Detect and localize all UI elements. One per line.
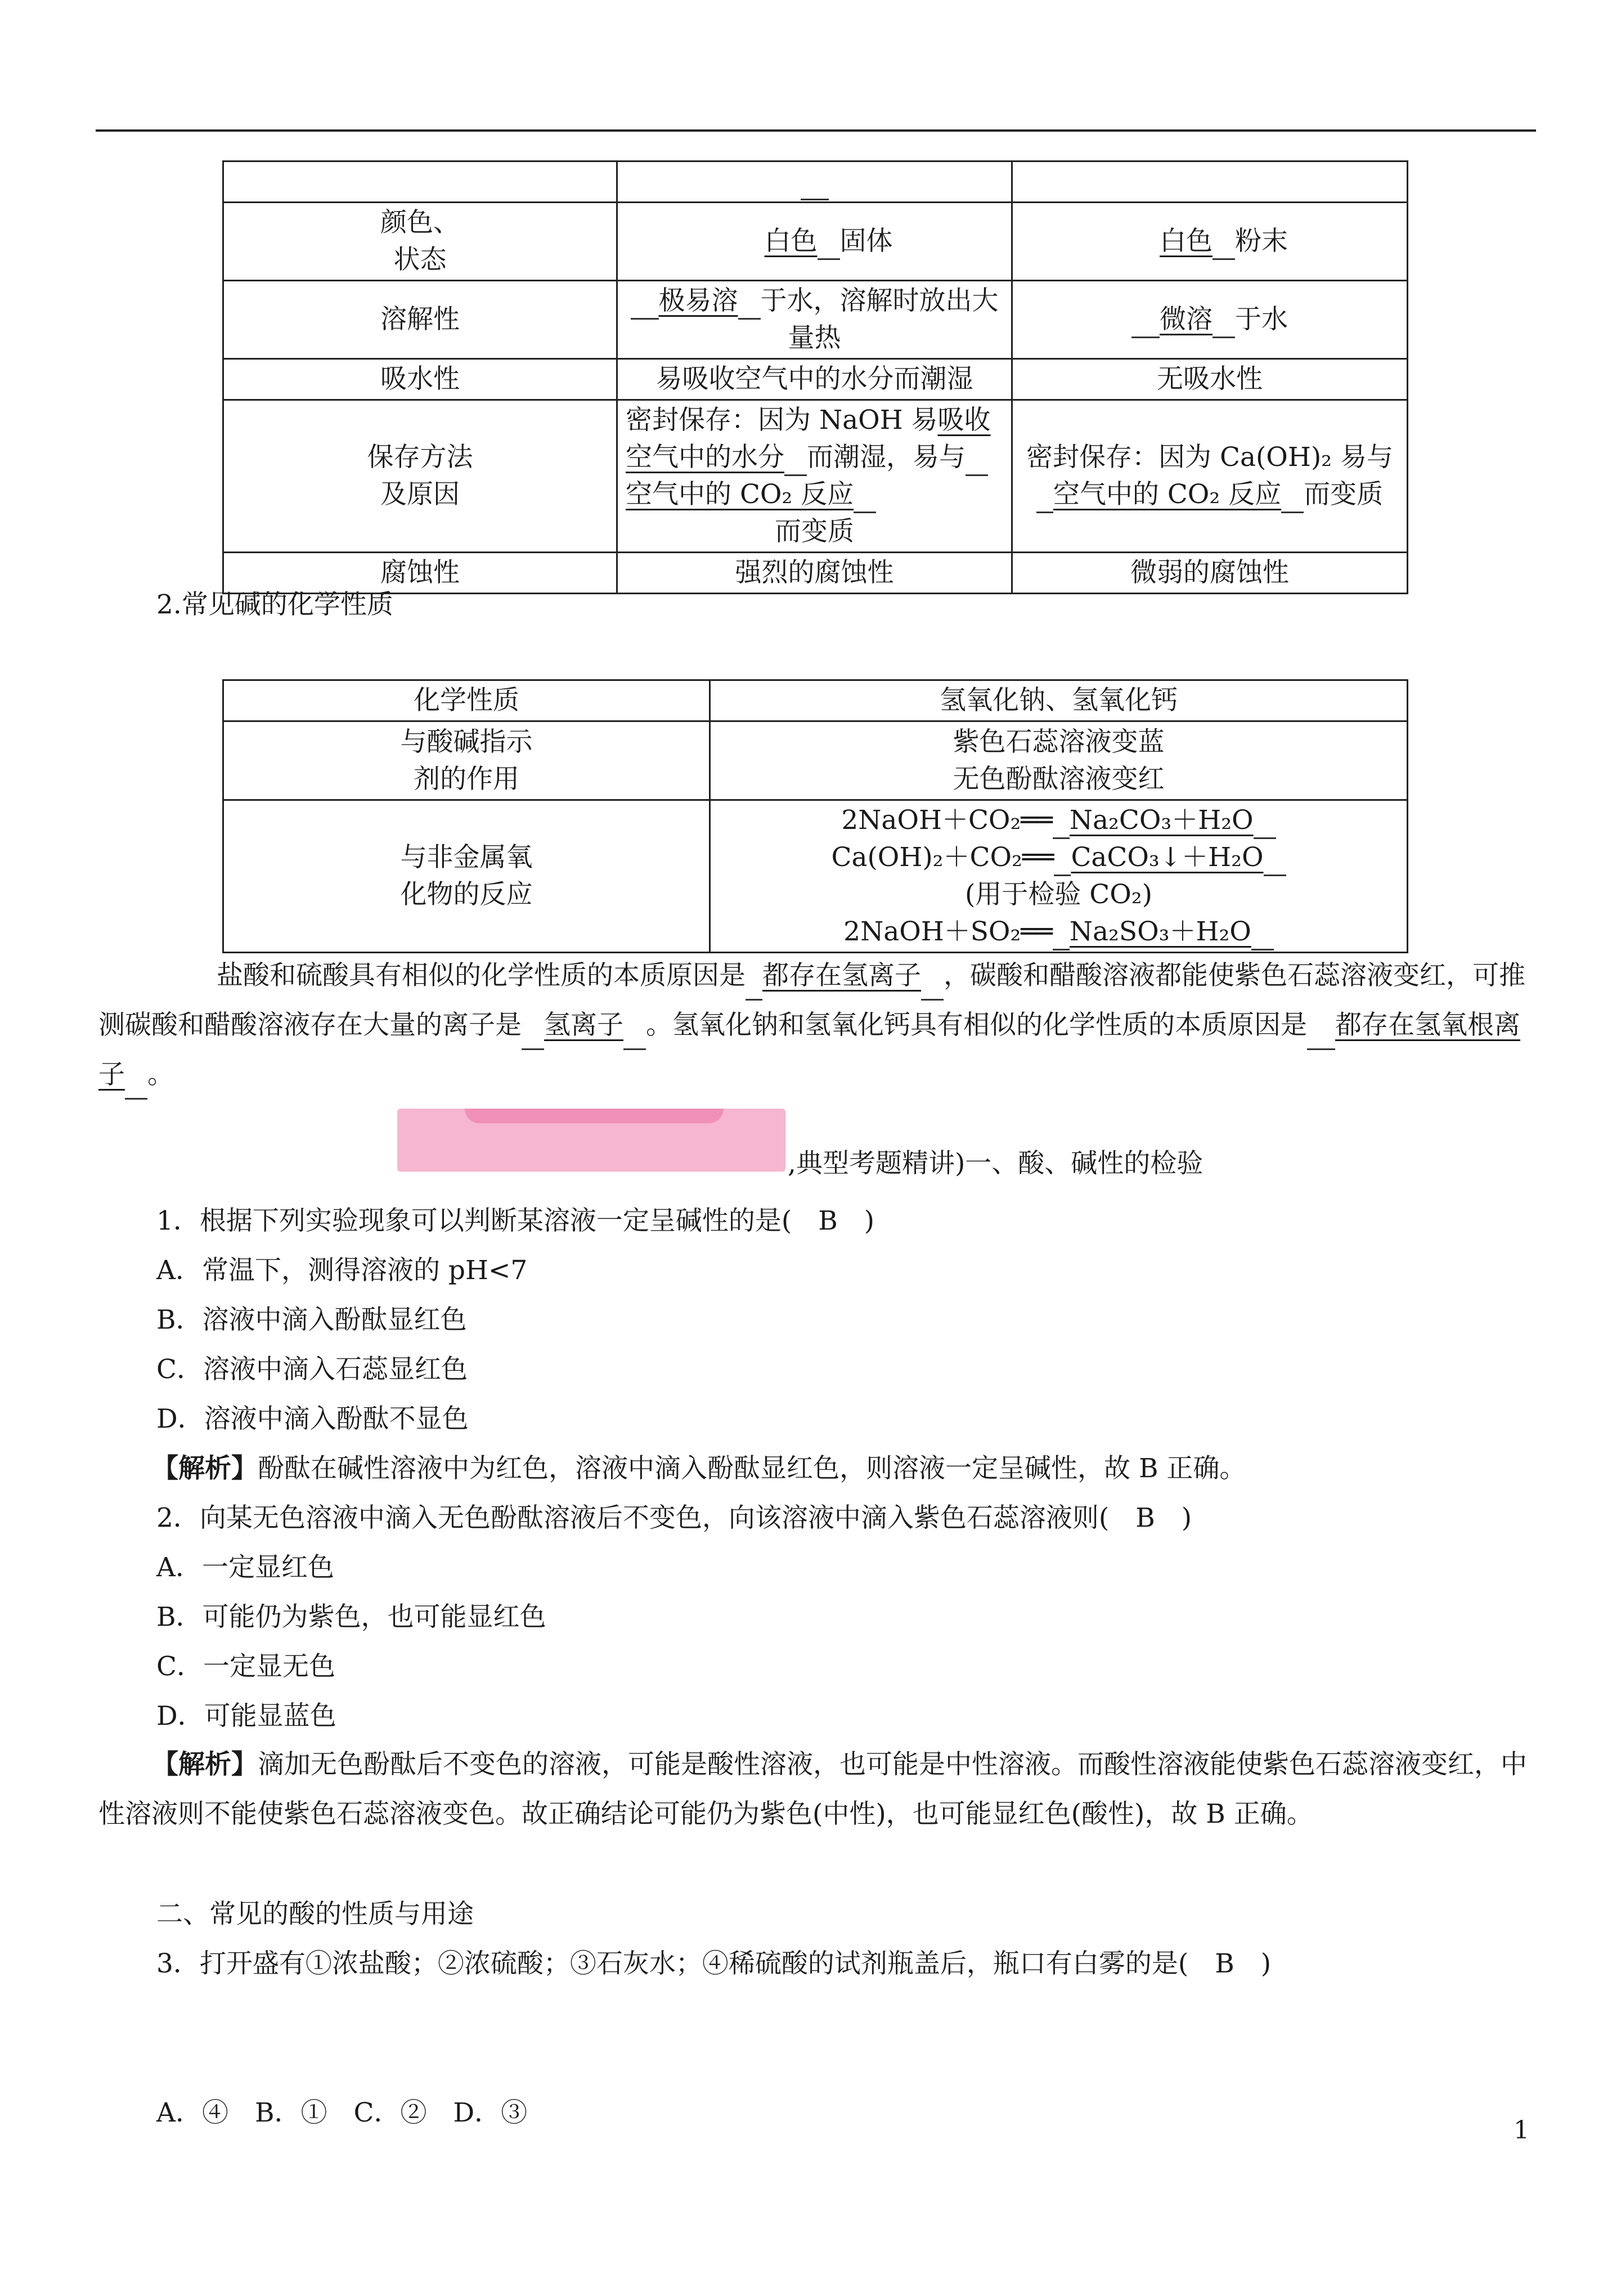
table-cell: 2NaOH＋CO₂══ Na₂CO₃＋H₂O Ca(OH)₂＋CO₂══ CaCO₃↓＋H₂O (用于检验 CO₂) 2NaOH＋SO₂══ Na₂SO₃＋H₂O bbox=[710, 800, 1408, 953]
table-cell: 极易溶 于水，溶解时放出大量热 bbox=[617, 281, 1012, 359]
table-cell: 紫色石蕊溶液变蓝 无色酚酞溶液变红 bbox=[710, 721, 1408, 800]
banner-title: ,典型考题精讲)一、酸、碱性的检验 bbox=[788, 1148, 1204, 1179]
answer-fill: 吸收空气中的水分 bbox=[626, 405, 991, 473]
answer-fill: Na₂SO₃＋H₂O bbox=[1069, 916, 1251, 947]
answer-fill: 白色 bbox=[1160, 226, 1213, 257]
table-cell: 白色 固体 bbox=[617, 203, 1012, 281]
option-d: D．可能显蓝色 bbox=[156, 1701, 336, 1732]
page-number: 1 bbox=[1514, 2116, 1529, 2145]
table-cell: 微溶 于水 bbox=[1012, 281, 1408, 359]
row-label: 颜色、 状态 bbox=[223, 203, 617, 281]
option-a: A．一定显红色 bbox=[156, 1552, 334, 1583]
options-row: A．④ B．① C．② D．③ bbox=[156, 2097, 528, 2128]
table-cell: 易吸收空气中的水分而潮湿 bbox=[617, 359, 1012, 400]
table-row bbox=[223, 281, 1408, 359]
answer-fill: 空气中的 CO₂ 反应 bbox=[626, 479, 854, 510]
table-cell: 白色 粉末 bbox=[1012, 203, 1408, 281]
section-heading: 2.常见碱的化学性质 bbox=[156, 589, 393, 620]
table-header: 氢氧化钠、氢氧化钙 bbox=[710, 680, 1408, 721]
table-row bbox=[223, 680, 1408, 721]
answer-fill: 都存在氢氧根离子 bbox=[98, 1010, 1520, 1090]
option-d: D．溶液中滴入酚酞不显色 bbox=[156, 1403, 469, 1434]
row-label: 溶解性 bbox=[223, 281, 617, 359]
table-row bbox=[223, 721, 1408, 800]
table-row bbox=[223, 359, 1408, 400]
analysis: 【解析】滴加无色酚酞后不变色的溶液，可能是酸性溶液，也可能是中性溶液。而酸性溶液能使紫色石蕊溶液变红，中性溶液则不能使紫色石蕊溶液变色。故正确结论可能仍为紫色(中性)，也可能显红色(酸性)，故 B 正确。 bbox=[98, 1749, 1527, 1829]
table-cell bbox=[223, 162, 617, 203]
row-label: 与酸碱指示 剂的作用 bbox=[223, 721, 710, 800]
answer-fill: 白色 bbox=[764, 226, 818, 257]
table-cell: 微弱的腐蚀性 bbox=[1012, 553, 1408, 594]
chemical-properties-table bbox=[222, 679, 1408, 953]
table-header: 化学性质 bbox=[223, 680, 710, 721]
table-cell: 强烈的腐蚀性 bbox=[617, 553, 1012, 594]
table-cell: 密封保存：因为 Ca(OH)₂ 易与空气中的 CO₂ 反应 而变质 bbox=[1012, 400, 1408, 553]
row-label: 腐蚀性 bbox=[223, 553, 617, 594]
table-cell bbox=[1012, 162, 1408, 203]
section-banner bbox=[397, 1109, 785, 1172]
answer-fill: 都存在氢离子 bbox=[762, 960, 921, 991]
section-heading: 二、常见的酸的性质与用途 bbox=[156, 1899, 474, 1930]
table-row bbox=[223, 203, 1408, 281]
answer-fill: CaCO₃↓＋H₂O bbox=[1071, 842, 1264, 873]
option-b: B．可能仍为紫色，也可能显红色 bbox=[156, 1602, 546, 1633]
table-row bbox=[223, 162, 1408, 203]
analysis: 【解析】酚酞在碱性溶液中为红色，溶液中滴入酚酞显红色，则溶液一定呈碱性，故 B 正确。 bbox=[152, 1453, 1246, 1484]
answer-fill: 极易溶 bbox=[658, 285, 738, 316]
table-row bbox=[223, 400, 1408, 553]
answer-fill: 微溶 bbox=[1160, 304, 1213, 335]
summary-paragraph: 盐酸和硫酸具有相似的化学性质的本质原因是 都存在氢离子 ，碳酸和醋酸溶液都能使紫色石蕊溶液变红，可推测碳酸和醋酸溶液存在大量的离子是 氢离子 。氢氧化钠和氢氧化钙具有相似的化学性质的本质原因是 都存在氢氧根离子 。 bbox=[98, 951, 1528, 1100]
option-c: C．溶液中滴入石蕊显红色 bbox=[156, 1354, 468, 1385]
table-cell: 密封保存：因为 NaOH 易吸收空气中的水分 而潮湿，易与空气中的 CO₂ 反应 而变质 bbox=[617, 400, 1012, 553]
table-row bbox=[223, 800, 1408, 953]
table-cell: 无吸水性 bbox=[1012, 359, 1408, 400]
answer-fill: Na₂CO₃＋H₂O bbox=[1069, 805, 1254, 836]
header-rule bbox=[96, 129, 1536, 132]
table-row bbox=[223, 553, 1408, 594]
option-c: C．一定显无色 bbox=[156, 1651, 335, 1682]
option-b: B．溶液中滴入酚酞显红色 bbox=[156, 1304, 467, 1335]
row-label: 与非金属氧 化物的反应 bbox=[223, 800, 710, 953]
table-cell bbox=[617, 162, 1012, 203]
answer-fill: 氢离子 bbox=[544, 1010, 623, 1041]
option-a: A．常温下，测得溶液的 pH<7 bbox=[156, 1255, 528, 1286]
question-1-stem: 1．根据下列实验现象可以判断某溶液一定呈碱性的是( B ) bbox=[156, 1205, 875, 1236]
question-3-stem: 3．打开盛有①浓盐酸；②浓硫酸；③石灰水；④稀硫酸的试剂瓶盖后，瓶口有白雾的是( B ) bbox=[156, 1948, 1272, 1979]
physical-properties-table bbox=[222, 160, 1408, 594]
row-label: 保存方法 及原因 bbox=[223, 400, 617, 553]
question-2-stem: 2．向某无色溶液中滴入无色酚酞溶液后不变色，向该溶液中滴入紫色石蕊溶液则( B ) bbox=[156, 1503, 1192, 1533]
answer-fill: 空气中的 CO₂ 反应 bbox=[1053, 479, 1282, 510]
row-label: 吸水性 bbox=[223, 359, 617, 400]
